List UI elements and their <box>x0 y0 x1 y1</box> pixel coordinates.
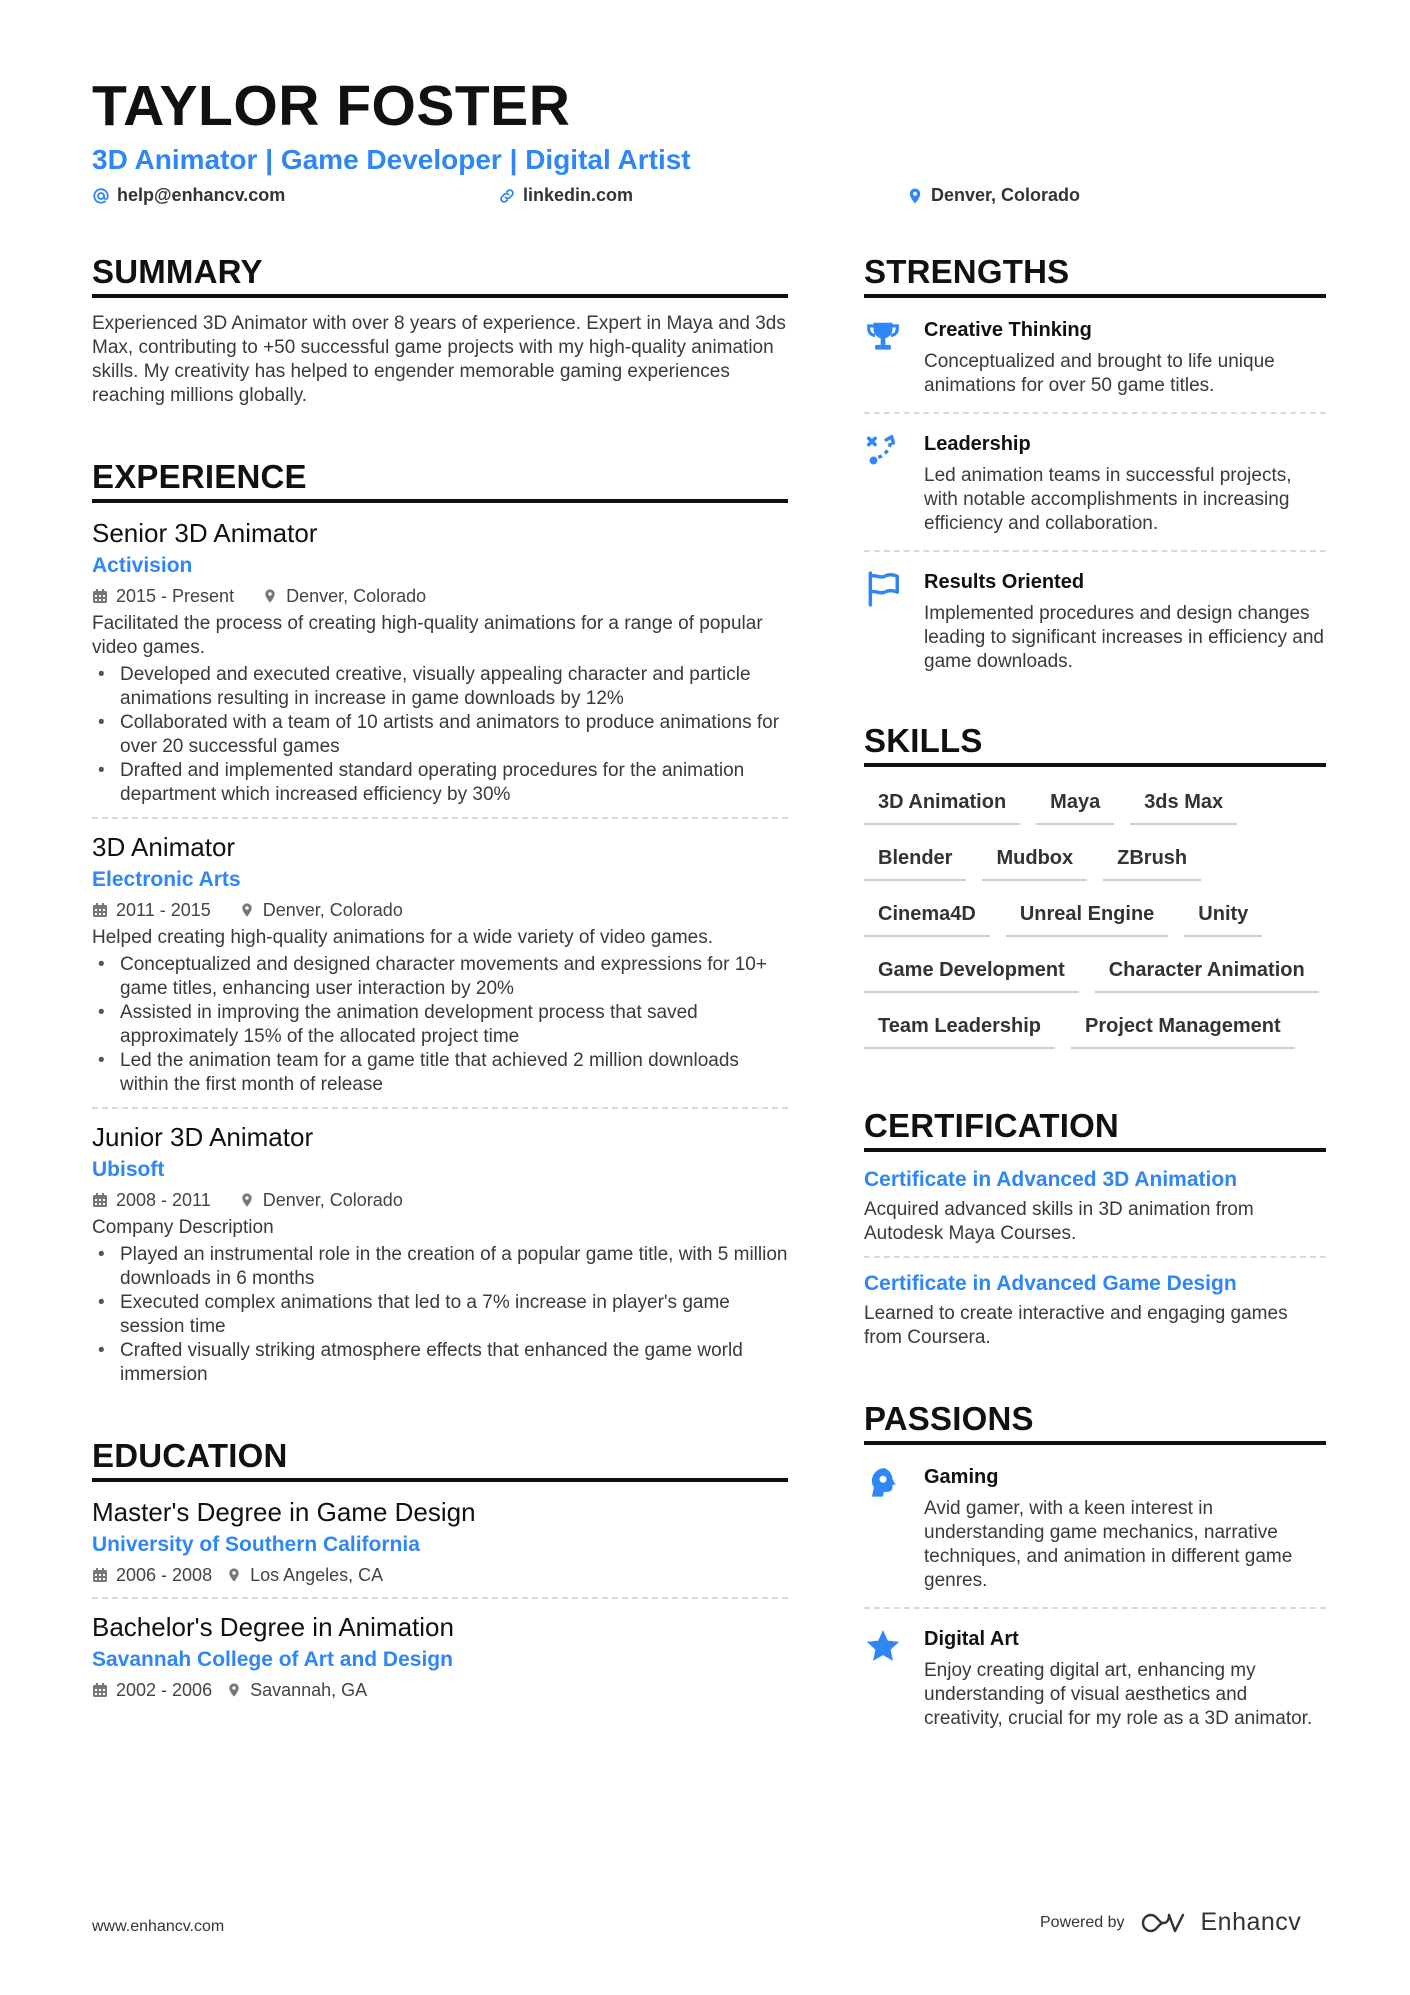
certification-title: Certificate in Advanced 3D Animation <box>864 1168 1238 1191</box>
map-pin-icon <box>906 187 924 205</box>
passion-title: Gaming <box>924 1466 999 1488</box>
divider <box>92 1597 788 1599</box>
strength-title: Results Oriented <box>924 571 1085 593</box>
degree-name: Master's Degree in Game Design <box>92 1497 476 1527</box>
certification-text: Learned to create interactive and engaging games from Coursera. <box>864 1303 1288 1348</box>
job-bullet: • Led the animation team for a game title that achieved 2 million downloads within the first month of release <box>92 1049 788 1097</box>
job-company: Electronic Arts <box>92 868 241 891</box>
head-icon <box>864 1465 902 1503</box>
footer-website[interactable]: www.enhancv.com <box>92 1918 225 1935</box>
experience-item <box>92 831 788 1097</box>
skill-tag: Project Management <box>1071 1013 1295 1049</box>
divider <box>92 817 788 819</box>
divider <box>864 1256 1326 1258</box>
education-dates: 2006 - 2008 <box>116 1565 213 1585</box>
school-name: University of Southern California <box>92 1533 420 1556</box>
certification-text: Acquired advanced skills in 3D animation from Autodesk Maya Courses. <box>864 1199 1254 1244</box>
job-role: Junior 3D Animator <box>92 1122 314 1152</box>
summary-heading: SUMMARY <box>92 255 788 298</box>
education-meta <box>92 1678 788 1702</box>
strength-item <box>864 430 1326 536</box>
skill-tag: Game Development <box>864 957 1079 993</box>
job-dates: 2011 - 2015 <box>116 900 211 920</box>
skill-tag: Team Leadership <box>864 1013 1055 1049</box>
strength-text: Conceptualized and brought to life unique animations for over 50 game titles. <box>924 351 1275 396</box>
flag-icon <box>864 570 902 608</box>
education-item <box>92 1496 788 1587</box>
passions-heading: PASSIONS <box>864 1402 1326 1445</box>
job-description: Helped creating high-quality animations for a wide variety of video games. <box>92 927 713 948</box>
job-location: Denver, Colorado <box>286 586 427 606</box>
strength-title: Creative Thinking <box>924 319 1092 341</box>
job-bullets <box>92 953 788 1097</box>
summary-section <box>92 255 788 408</box>
job-role: Senior 3D Animator <box>92 518 318 548</box>
divider <box>92 1107 788 1109</box>
job-description: Facilitated the process of creating high-quality animations for a range of popular video games. <box>92 613 763 658</box>
passion-text: Enjoy creating digital art, enhancing my understanding of visual aesthetics and creativity, crucial for my role as a 3D animator. <box>924 1660 1313 1729</box>
experience-item <box>92 517 788 807</box>
school-name: Savannah College of Art and Design <box>92 1648 453 1671</box>
contact-email[interactable] <box>92 185 285 207</box>
summary-text: Experienced 3D Animator with over 8 years of experience. Expert in Maya and 3ds Max, contributing to +50 successful game projects with my high-quality animation skills. My creativity has helped to engender memorable gaming experiences reaching millions globally. <box>92 313 786 406</box>
calendar-icon <box>92 1682 108 1698</box>
passion-item <box>864 1463 1326 1593</box>
certification-item <box>864 1166 1326 1246</box>
passions-section <box>864 1402 1326 1731</box>
education-item <box>92 1611 788 1702</box>
education-section <box>92 1439 788 1702</box>
job-meta <box>92 1188 788 1212</box>
skill-tag: ZBrush <box>1103 845 1201 881</box>
brand-name: Enhancv <box>1200 1908 1302 1936</box>
footer-branding[interactable] <box>1040 1908 1301 1937</box>
candidate-title: 3D Animator | Game Developer | Digital Artist <box>92 144 691 175</box>
skill-tag: Blender <box>864 845 966 881</box>
job-bullet: • Crafted visually striking atmosphere effects that enhanced the game world immersion <box>92 1339 788 1387</box>
job-role: 3D Animator <box>92 832 236 862</box>
skill-tag: Character Animation <box>1095 957 1319 993</box>
calendar-icon <box>92 902 108 918</box>
skill-tag: Cinema4D <box>864 901 990 937</box>
at-icon <box>92 187 110 205</box>
divider <box>864 1607 1326 1609</box>
map-pin-icon <box>239 1192 255 1208</box>
trophy-icon <box>864 318 902 356</box>
job-bullet: • Developed and executed creative, visually appealing character and particle animations resulting in increase in game downloads by 12% <box>92 663 788 711</box>
strengths-section <box>864 255 1326 674</box>
job-location: Denver, Colorado <box>262 900 403 920</box>
powered-by-text: Powered by <box>1040 1913 1125 1931</box>
job-bullets <box>92 1243 788 1387</box>
education-meta <box>92 1563 788 1587</box>
strategy-icon <box>864 432 902 470</box>
left-column <box>92 255 788 1702</box>
skill-tag: Mudbox <box>982 845 1087 881</box>
strength-item <box>864 316 1326 398</box>
passion-item <box>864 1625 1326 1731</box>
calendar-icon <box>92 588 108 604</box>
map-pin-icon <box>239 902 255 918</box>
calendar-icon <box>92 1192 108 1208</box>
skill-tag: Unity <box>1184 901 1262 937</box>
job-bullet: • Collaborated with a team of 10 artists and animators to produce animations for over 20 successful games <box>92 711 788 759</box>
job-description: Company Description <box>92 1217 274 1238</box>
location-text: Denver, Colorado <box>931 185 1081 205</box>
certification-section <box>864 1109 1326 1350</box>
job-meta <box>92 898 788 922</box>
email-text: help@enhancv.com <box>117 185 286 205</box>
contact-location <box>906 185 1080 207</box>
strengths-heading: STRENGTHS <box>864 255 1326 298</box>
job-company: Ubisoft <box>92 1158 165 1181</box>
strength-text: Implemented procedures and design changes leading to significant increases in efficiency and game downloads. <box>924 603 1324 672</box>
passion-title: Digital Art <box>924 1628 1019 1650</box>
skills-heading: SKILLS <box>864 724 1326 767</box>
education-location: Los Angeles, CA <box>250 1565 384 1585</box>
certification-title: Certificate in Advanced Game Design <box>864 1272 1237 1295</box>
divider <box>864 412 1326 414</box>
strength-title: Leadership <box>924 433 1031 455</box>
strength-item <box>864 568 1326 674</box>
linkedin-text: linkedin.com <box>523 185 634 205</box>
star-icon <box>864 1627 902 1665</box>
strength-text: Led animation teams in successful projects, with notable accomplishments in increasing efficiency and collaboration. <box>924 465 1292 534</box>
education-location: Savannah, GA <box>250 1680 368 1700</box>
skill-tag: Unreal Engine <box>1006 901 1168 937</box>
job-location: Denver, Colorado <box>262 1190 403 1210</box>
experience-item <box>92 1121 788 1387</box>
map-pin-icon <box>262 588 278 604</box>
degree-name: Bachelor's Degree in Animation <box>92 1612 454 1642</box>
certification-item <box>864 1270 1326 1350</box>
skill-tag: Maya <box>1036 789 1114 825</box>
education-dates: 2002 - 2006 <box>116 1680 213 1700</box>
job-bullet: • Conceptualized and designed character movements and expressions for 10+ game titles, enhancing user interaction by 20% <box>92 953 788 1001</box>
job-company: Activision <box>92 554 193 577</box>
skills-list <box>864 789 1326 1049</box>
map-pin-icon <box>226 1567 242 1583</box>
calendar-icon <box>92 1567 108 1583</box>
job-bullet: • Assisted in improving the animation development process that saved approximately 15% of the allocated project time <box>92 1001 788 1049</box>
skill-tag: 3D Animation <box>864 789 1020 825</box>
passion-text: Avid gamer, with a keen interest in understanding game mechanics, narrative techniques, and animation in different game genres. <box>924 1498 1293 1591</box>
contact-linkedin[interactable] <box>498 185 633 207</box>
job-bullets <box>92 663 788 807</box>
experience-heading: EXPERIENCE <box>92 460 788 503</box>
skills-section <box>864 724 1326 1049</box>
job-dates: 2008 - 2011 <box>116 1190 211 1210</box>
enhancv-logo-icon <box>1139 1910 1187 1936</box>
candidate-name: TAYLOR FOSTER <box>92 74 571 138</box>
experience-section <box>92 460 788 1387</box>
right-column <box>864 255 1326 1731</box>
job-bullet: • Executed complex animations that led to a 7% increase in player's game session time <box>92 1291 788 1339</box>
job-dates: 2015 - Present <box>116 586 235 606</box>
job-bullet: • Played an instrumental role in the creation of a popular game title, with 5 million downloads in 6 months <box>92 1243 788 1291</box>
job-bullet: • Drafted and implemented standard operating procedures for the animation department which increased efficiency by 30% <box>92 759 788 807</box>
divider <box>864 550 1326 552</box>
link-icon <box>498 187 516 205</box>
education-heading: EDUCATION <box>92 1439 788 1482</box>
map-pin-icon <box>226 1682 242 1698</box>
job-meta <box>92 584 788 608</box>
certification-heading: CERTIFICATION <box>864 1109 1326 1152</box>
skill-tag: 3ds Max <box>1130 789 1237 825</box>
